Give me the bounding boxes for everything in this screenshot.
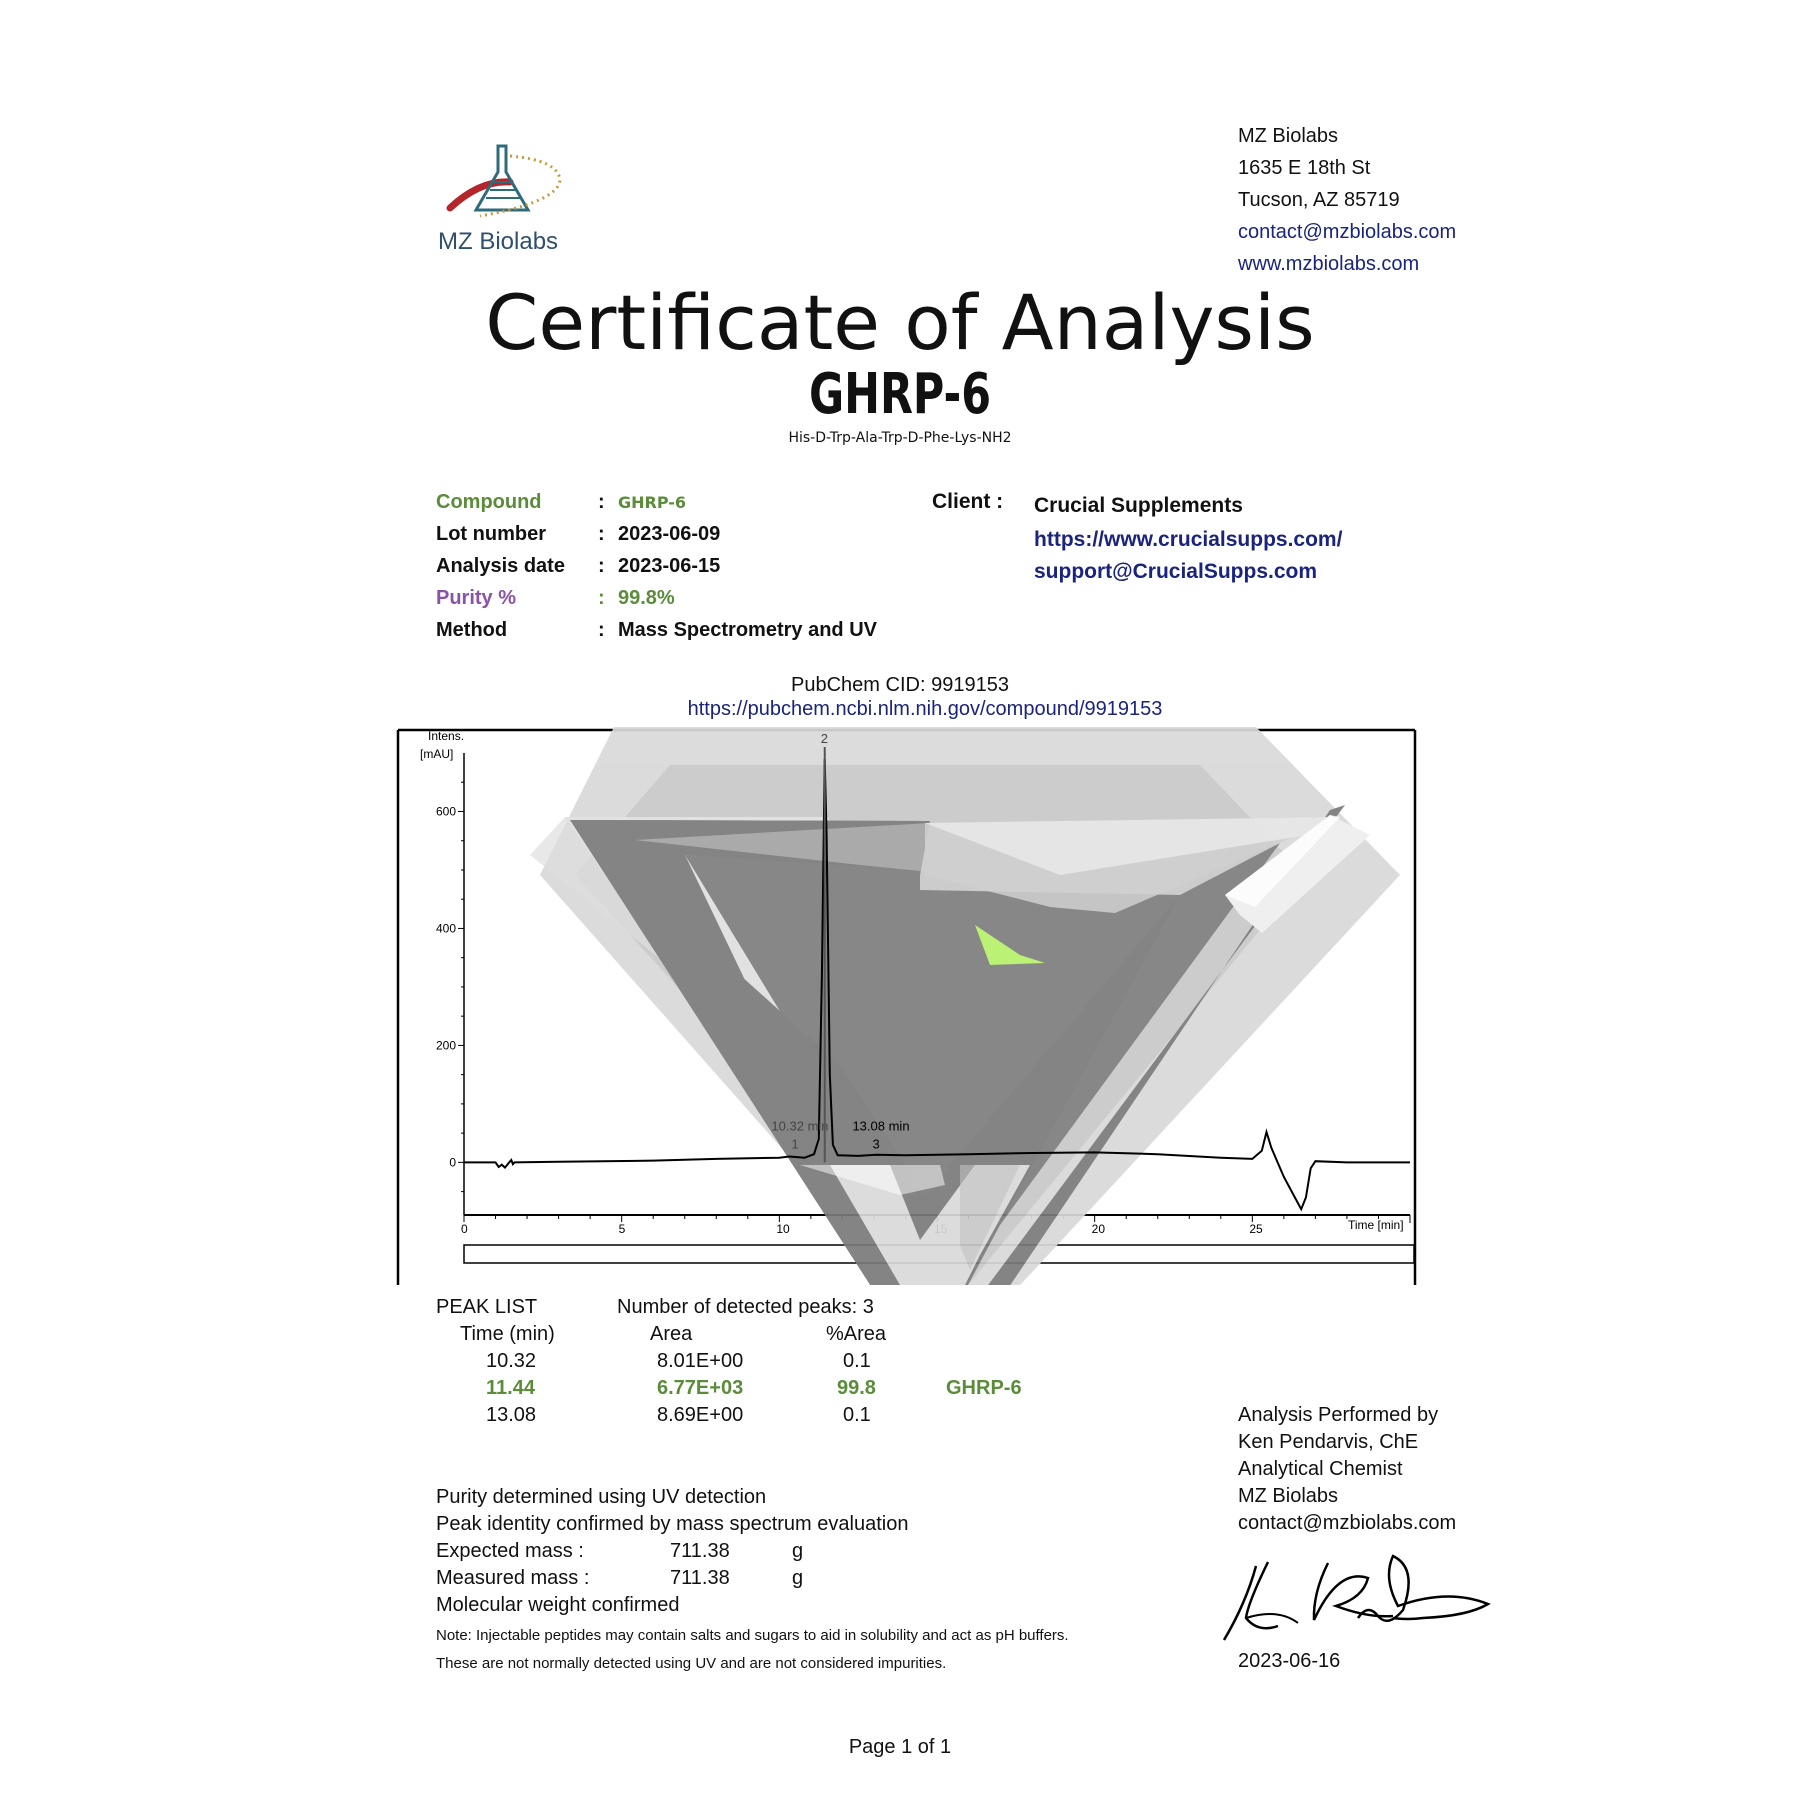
info-purity-row [436,582,675,614]
pubchem-line [0,674,1800,697]
method-value: Mass Spectrometry and UV [618,619,877,641]
colon: : [598,587,605,609]
info-date-row [436,550,720,582]
measured-mass-value: 711.38 [670,1567,730,1589]
method-label: Method [436,619,508,641]
colon: : [598,491,605,513]
peak-header-time: Time (min) [460,1323,555,1345]
analyst-title: Analytical Chemist [1238,1458,1403,1480]
peak-row-3-pct: 0.1 [843,1404,871,1426]
compound-value: GHRP-6 [618,493,687,512]
x-tick-label: 5 [618,1222,626,1236]
lab-address [1238,120,1456,280]
y-tick-label: 400 [435,921,456,936]
logo-text: MZ Biolabs [438,228,559,255]
note-line-1: Note: Injectable peptides may contain salts and sugars to aid in solubility and act as pH buffers. [436,1627,1069,1644]
measured-mass-label: Measured mass : [436,1567,590,1589]
peak-number-label: 1 [791,1136,799,1152]
peak-header-pct: %Area [826,1323,887,1345]
x-axis-label: Time [min] [1348,1218,1404,1232]
pubchem-label: PubChem CID: [791,674,926,696]
peak-row-2-pct: 99.8 [837,1377,876,1399]
date-label: Analysis date [436,555,565,577]
expected-mass-value: 711.38 [670,1540,730,1562]
expected-mass-unit: g [792,1540,804,1562]
expected-mass-label: Expected mass : [436,1540,584,1562]
mw-confirmed: Molecular weight confirmed [436,1594,680,1616]
peptide-sequence: His-D-Trp-Ala-Trp-D-Phe-Lys-NH2 [788,430,1012,446]
watermark-logo-icon [530,727,1400,1285]
peak-row-1-time: 10.32 [486,1350,537,1372]
y-tick-label: 600 [435,804,456,819]
info-method-row [436,614,877,646]
client-url-link[interactable]: https://www.crucialsupps.com/ [1034,528,1343,551]
analyst-line-1: Analysis Performed by [1238,1404,1439,1426]
analyst-email: contact@mzbiolabs.com [1238,1512,1457,1534]
client-email-link[interactable]: support@CrucialSupps.com [1034,560,1318,583]
purity-label: Purity % [436,587,517,609]
compound-label: Compound [436,491,542,513]
peak-count-label: Number of detected peaks: 3 [617,1296,874,1318]
x-tick-label: 25 [1249,1222,1263,1236]
peak-row-3-area: 8.69E+00 [657,1404,744,1426]
lot-label: Lot number [436,523,546,545]
measured-mass-unit: g [792,1567,804,1589]
y-tick-label: 0 [449,1155,456,1170]
lot-value: 2023-06-09 [618,523,721,545]
lab-website-link[interactable]: www.mzbiolabs.com [1238,253,1420,275]
lab-email-link[interactable]: contact@mzbiolabs.com [1238,221,1457,243]
document-title: Certificate of Analysis [485,278,1315,367]
lab-city: Tucson, AZ 85719 [1238,189,1400,211]
compound-title: GHRP-6 [808,362,992,427]
peak-time-label: 10.32 min [771,1118,829,1134]
purity-value: 99.8% [618,587,675,609]
x-tick-label: 20 [1091,1222,1106,1236]
colon: : [598,555,605,577]
info-compound-row [436,486,686,518]
x-tick-label: 0 [461,1222,468,1236]
y-tick-label: 200 [435,1038,456,1053]
lab-street: 1635 E 18th St [1238,157,1371,179]
peak-list-title: PEAK LIST [436,1296,538,1318]
pubchem-cid: 9919153 [931,674,1009,696]
peak-number-label: 3 [872,1136,880,1152]
y-axis-label-2: [mAU] [420,747,454,761]
peak-number-label: 2 [820,731,828,746]
analyst-block [1238,1402,1456,1537]
peak-row-3-time: 13.08 [486,1404,537,1426]
flask-logo-icon [440,140,580,230]
peak-row-1-pct: 0.1 [843,1350,871,1372]
peak-time-label: 13.08 min [852,1118,910,1134]
peak-header-area: Area [650,1323,693,1345]
analysis-signed-date: 2023-06-16 [1238,1650,1341,1672]
signature-icon [1218,1548,1508,1658]
analyst-lab: MZ Biolabs [1238,1485,1339,1507]
analyst-name: Ken Pendarvis, ChE [1238,1431,1419,1453]
lab-name: MZ Biolabs [1238,125,1339,147]
note-line-2: These are not normally detected using UV and are not considered impurities. [436,1655,947,1672]
peak-row-2-time: 11.44 [486,1377,535,1399]
page-footer: Page 1 of 1 [848,1736,952,1758]
lab-logo [440,140,580,260]
client-name: Crucial Supplements [1034,494,1243,517]
peak-row-2-name: GHRP-6 [946,1377,1022,1399]
mass-line-2: Peak identity confirmed by mass spectrum evaluation [436,1513,909,1535]
pubchem-url-link[interactable]: https://pubchem.ncbi.nlm.nih.gov/compound/9919153 [687,698,1163,720]
date-value: 2023-06-15 [618,555,721,577]
colon: : [598,523,605,545]
peak-row-1-area: 8.01E+00 [657,1350,744,1372]
peak-row-2-area: 6.77E+03 [657,1377,744,1399]
mass-line-1: Purity determined using UV detection [436,1486,767,1508]
info-lot-row [436,518,720,550]
client-label: Client : [932,490,1004,513]
chromatogram-chart [380,725,1420,1285]
colon: : [598,619,605,641]
x-tick-label: 10 [776,1222,790,1236]
y-axis-label-1: Intens. [428,729,465,743]
